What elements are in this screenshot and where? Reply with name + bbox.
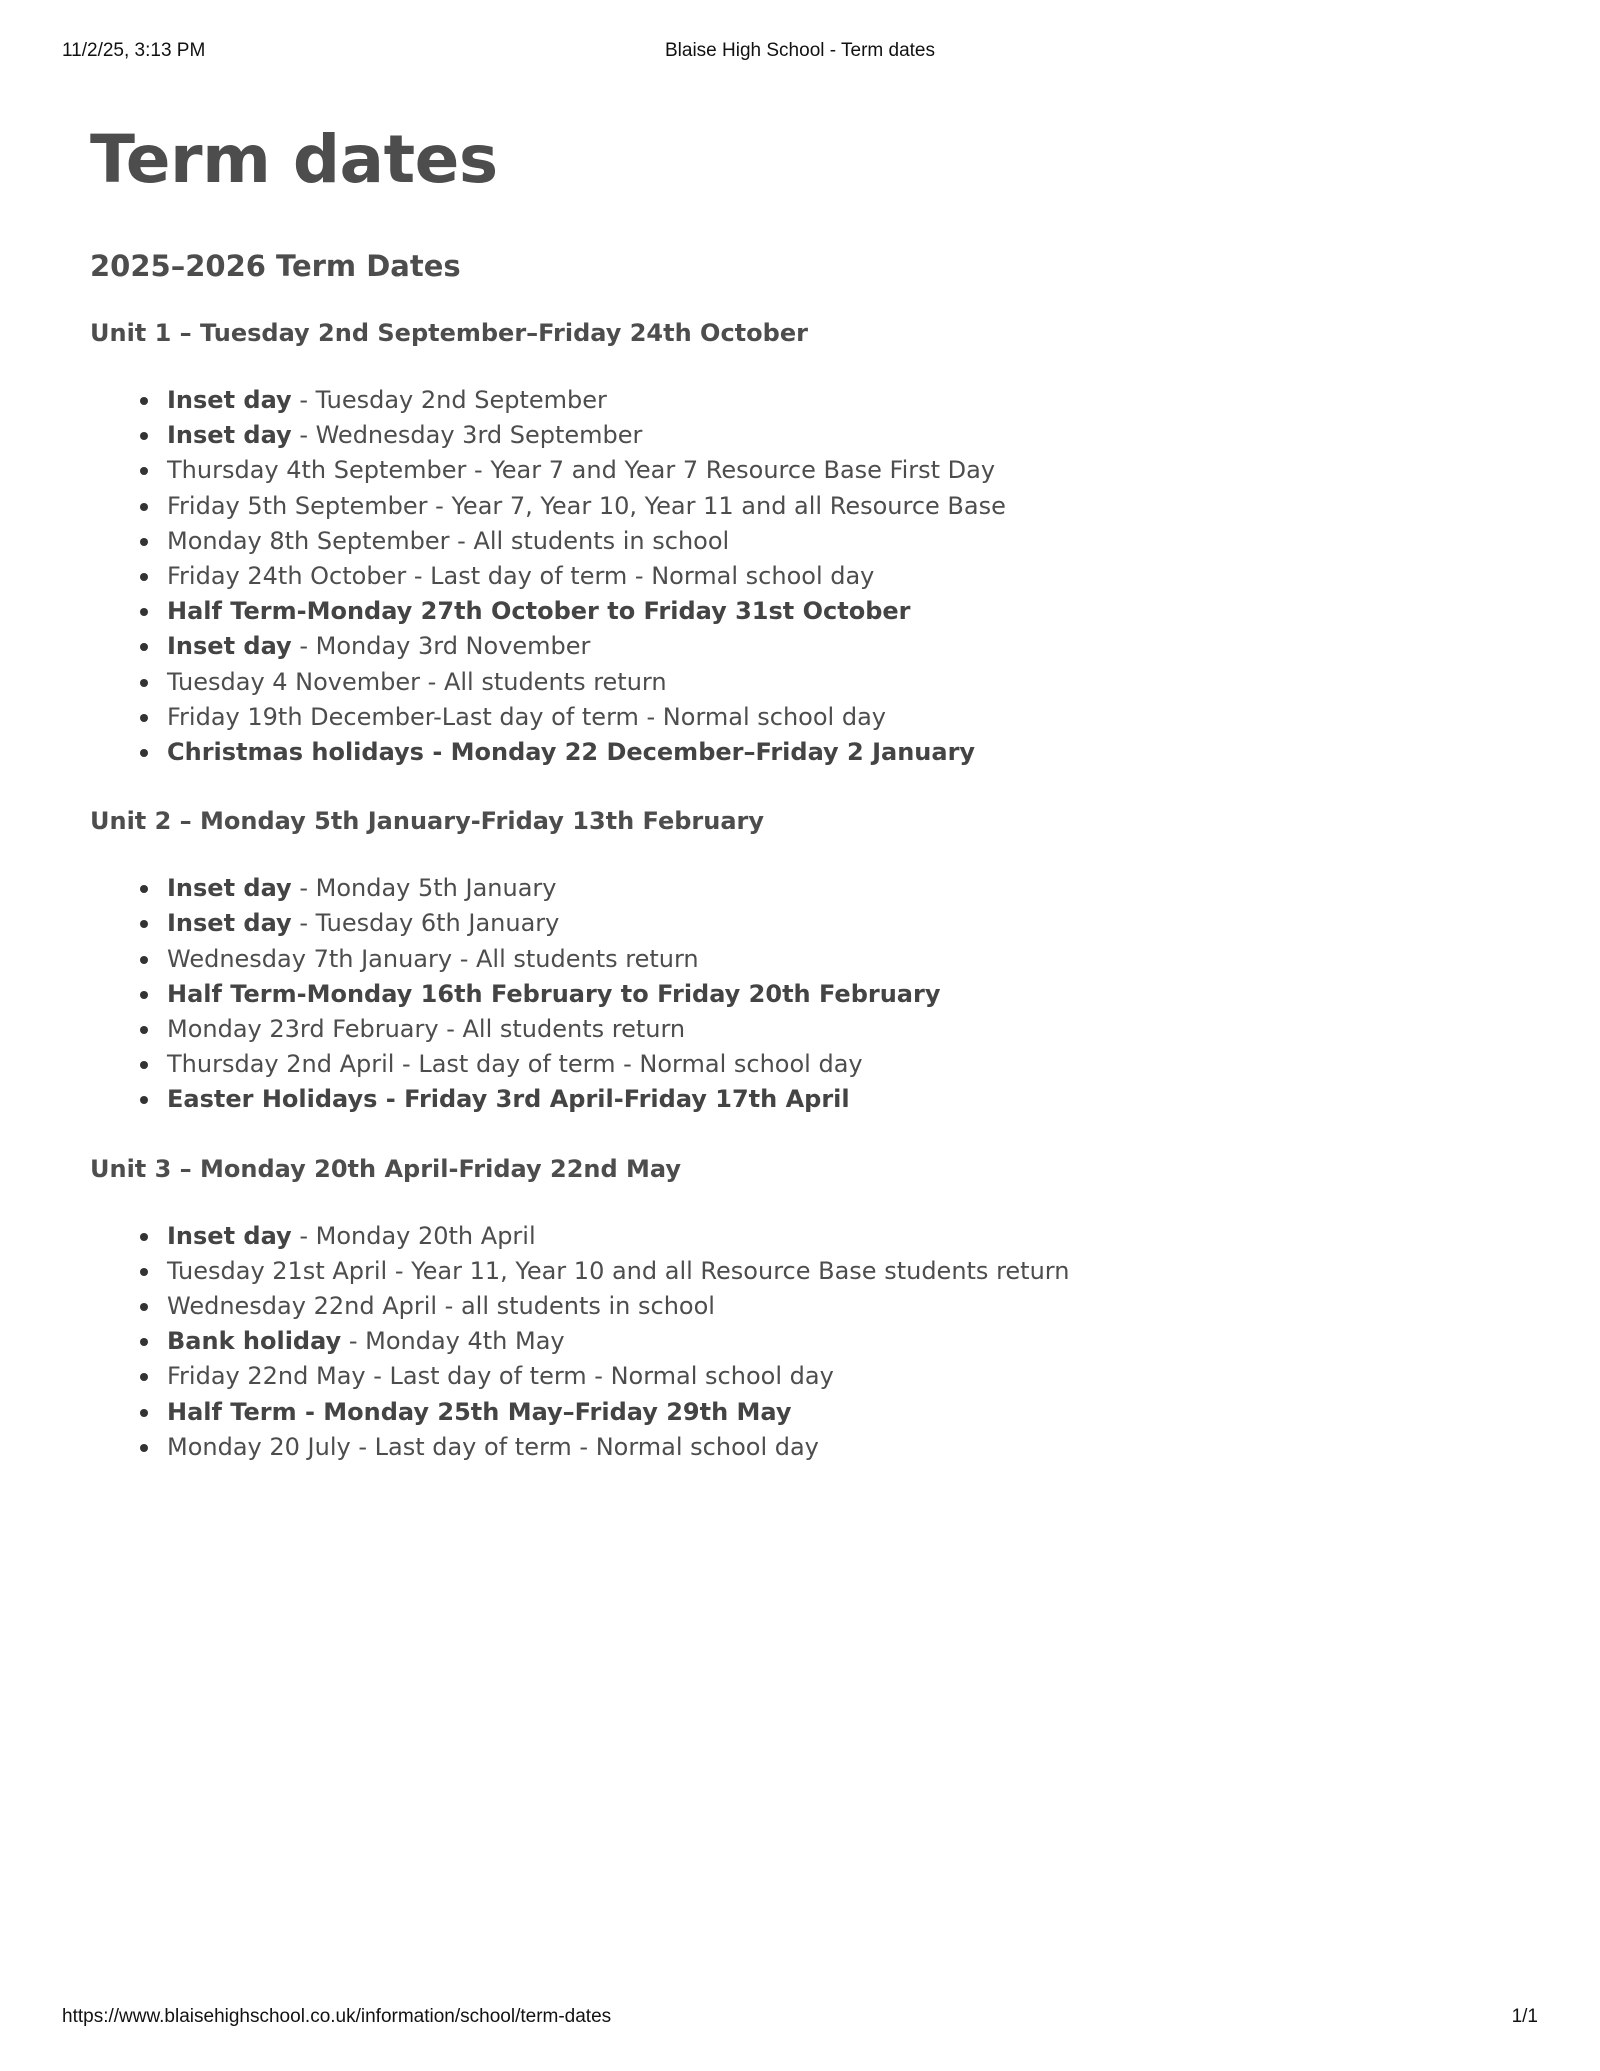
unit-3-section [90, 1152, 1390, 1465]
term-date-text: - Monday 3rd November [291, 632, 591, 661]
term-date-item [167, 1012, 1390, 1047]
unit-1-section [90, 316, 1390, 770]
term-date-label: Inset day [167, 1221, 292, 1250]
unit-2-date-list [90, 871, 1390, 1117]
term-date-item [167, 383, 1390, 418]
term-date-text: Monday 8th September - All students in school [167, 526, 730, 555]
page-number: 1/1 [1511, 2006, 1538, 2027]
unit-1-heading: Unit 1 – Tuesday 2nd September–Friday 24th October [90, 319, 808, 347]
term-date-label: Inset day [167, 909, 292, 938]
print-header [62, 40, 1538, 66]
term-date-text: Thursday 4th September - Year 7 and Year 7 Resource Base First Day [167, 456, 996, 485]
term-date-item [167, 1289, 1390, 1324]
term-date-label: Inset day [167, 421, 292, 450]
term-date-text: - Monday 20th April [291, 1221, 536, 1250]
term-date-item [167, 1254, 1390, 1289]
term-date-text: - Wednesday 3rd September [291, 421, 643, 450]
unit-2-section [90, 804, 1390, 1117]
year-heading: 2025–2026 Term Dates [90, 249, 461, 283]
term-date-label: Christmas holidays - Monday 22 December–Friday 2 January [167, 738, 976, 767]
term-date-item [167, 594, 1390, 629]
print-datetime: 11/2/25, 3:13 PM [62, 40, 206, 61]
term-date-item [167, 1047, 1390, 1082]
term-date-text: Tuesday 21st April - Year 11, Year 10 and all Resource Base students return [167, 1256, 1070, 1285]
term-date-item [167, 629, 1390, 664]
term-date-text: Monday 23rd February - All students return [167, 1015, 686, 1044]
term-date-text: Thursday 2nd April - Last day of term - Normal school day [167, 1050, 863, 1079]
term-date-item [167, 559, 1390, 594]
term-date-text: Friday 19th December-Last day of term - Normal school day [167, 702, 886, 731]
page-title: Term dates [90, 121, 498, 198]
term-date-text: Wednesday 7th January - All students return [167, 944, 699, 973]
term-date-label: Inset day [167, 874, 292, 903]
term-date-text: - Tuesday 2nd September [291, 386, 607, 414]
term-date-label: Inset day [167, 632, 292, 661]
unit-1-date-list [90, 383, 1390, 770]
term-date-item [167, 1082, 1390, 1117]
term-date-item [167, 1430, 1390, 1465]
term-date-text: - Tuesday 6th January [291, 909, 560, 938]
term-date-text: Tuesday 4 November - All students return [167, 667, 667, 696]
main-content [90, 118, 1390, 1465]
term-date-item [167, 1395, 1390, 1430]
term-date-item [167, 1324, 1390, 1359]
term-date-item [167, 418, 1390, 453]
term-date-label: Easter Holidays - Friday 3rd April-Friday 17th April [167, 1085, 850, 1114]
page-url: https://www.blaisehighschool.co.uk/information/school/term-dates [62, 2006, 612, 2027]
unit-3-date-list [90, 1219, 1390, 1465]
term-date-item [167, 700, 1390, 735]
term-date-item [167, 453, 1390, 488]
term-date-item [167, 489, 1390, 524]
unit-2-heading: Unit 2 – Monday 5th January-Friday 13th February [90, 807, 765, 836]
term-date-item [167, 977, 1390, 1012]
term-date-item [167, 1359, 1390, 1394]
term-date-text: Wednesday 22nd April - all students in school [167, 1292, 715, 1321]
term-date-label: Half Term-Monday 27th October to Friday 31st October [167, 597, 911, 626]
print-footer [62, 2006, 1538, 2032]
unit-3-heading: Unit 3 – Monday 20th April-Friday 22nd May [90, 1154, 682, 1183]
term-date-item [167, 735, 1390, 770]
term-date-item [167, 906, 1390, 941]
term-date-text: - Monday 5th January [291, 874, 557, 903]
term-date-item [167, 1219, 1390, 1254]
term-date-label: Half Term-Monday 16th February to Friday 20th February [167, 979, 941, 1008]
term-date-label: Inset day [167, 386, 292, 414]
term-date-label: Bank holiday [167, 1327, 342, 1356]
term-date-item [167, 665, 1390, 700]
term-date-item [167, 942, 1390, 977]
term-date-label: Half Term - Monday 25th May–Friday 29th May [167, 1397, 792, 1426]
print-document-title: Blaise High School - Term dates [665, 40, 935, 61]
term-date-text: Friday 5th September - Year 7, Year 10, Year 11 and all Resource Base [167, 491, 1006, 520]
term-date-item [167, 524, 1390, 559]
term-date-text: Monday 20 July - Last day of term - Normal school day [167, 1432, 819, 1461]
term-date-item [167, 871, 1390, 906]
term-date-text: - Monday 4th May [341, 1327, 565, 1356]
term-date-text: Friday 24th October - Last day of term - Normal school day [167, 562, 875, 591]
term-date-text: Friday 22nd May - Last day of term - Normal school day [167, 1362, 834, 1391]
